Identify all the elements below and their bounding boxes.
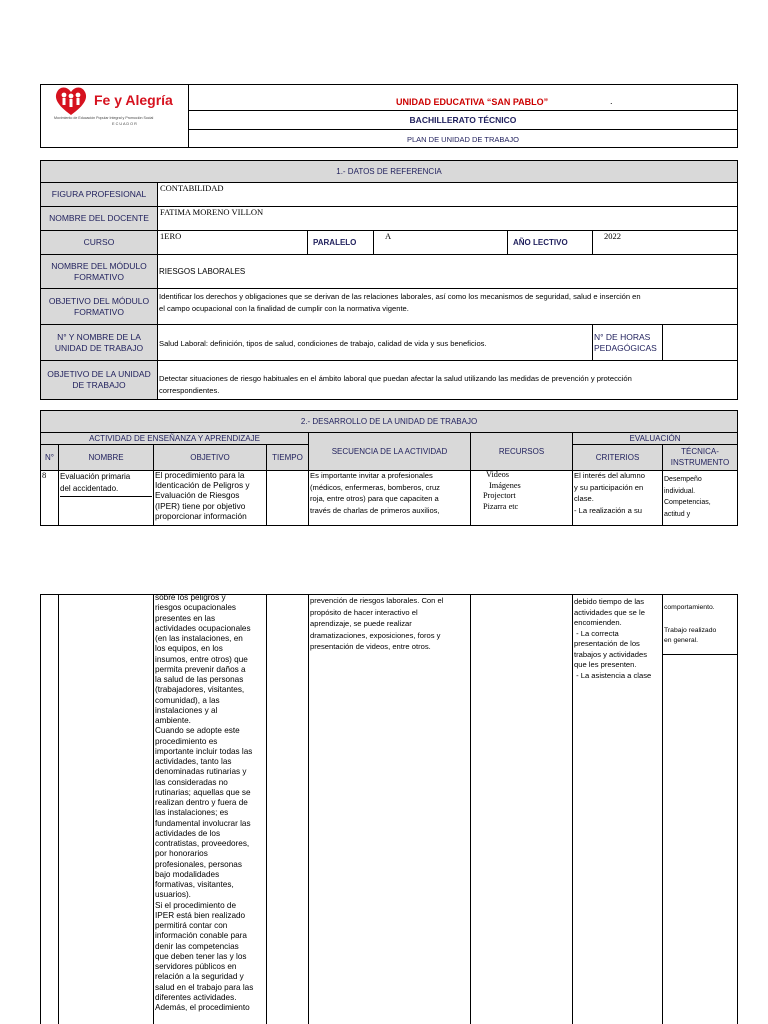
objetivo-line: procedimiento es: [155, 736, 218, 746]
row-tecnica-line: individual.: [664, 487, 696, 495]
figura-label: FIGURA PROFESIONAL: [51, 189, 147, 199]
objetivo-line: sobre los peligros y: [155, 593, 226, 602]
col-line: [153, 594, 154, 1024]
col-line: [572, 594, 573, 1024]
continuation-secuencia: [310, 595, 470, 653]
objetivo-line: Además, el procedimiento: [155, 1003, 250, 1012]
col-tecnica-line1: TÉCNICA-: [681, 447, 719, 456]
objetivo-line: las instalaciones; es: [155, 808, 229, 818]
paralelo-value: A: [385, 231, 392, 241]
col-line: [592, 230, 593, 254]
col-criterios-header: CRITERIOS: [595, 453, 640, 462]
col-line: [507, 230, 508, 254]
secuencia-line: prevención de riesgos laborales. Con el: [310, 596, 444, 605]
heart-people-icon: [54, 86, 88, 116]
objetivo-line: importante incluir todas las: [155, 746, 253, 756]
program-title: BACHILLERATO TÉCNICO: [409, 114, 517, 125]
objetivo-line: IPER está bien realizado: [155, 910, 246, 920]
objetivo-modulo-line1: Identificar los derechos y obligaciones que se derivan de las relaciones laborales, así como los mecanismos de seguridad, salud e inserción en: [159, 292, 641, 301]
objetivo-line: las consideradas no: [155, 777, 228, 787]
row-secuencia-line: través de charlas de primeros auxilios,: [310, 505, 440, 515]
row-tecnica-line: Desempeño: [664, 476, 702, 483]
continuation-objetivo: [155, 593, 265, 1013]
objetivo-line: ambiente.: [155, 716, 191, 725]
col-secuencia-header: SECUENCIA DE LA ACTIVIDAD: [331, 447, 448, 456]
col-tecnica-line2: INSTRUMENTO: [670, 458, 730, 467]
col-line: [592, 324, 593, 360]
unidad-label: N° Y NOMBRE DE LA UNIDAD DE TRABAJO: [54, 331, 144, 353]
row-criterios-line: - La realización a su: [574, 505, 642, 515]
criterios-line: encomienden.: [574, 618, 622, 627]
objetivo-line: Cuando se adopte este: [155, 726, 240, 736]
objetivo-line: permita prevenir daños a: [155, 664, 246, 674]
objetivo-line: (en las instalaciones, en: [155, 634, 243, 643]
objetivo-line: relación a la seguridad y: [155, 972, 244, 982]
objetivo-line: bajo modalidades: [155, 869, 220, 879]
objetivo-line: instalaciones y al: [155, 705, 218, 715]
anio-label: AÑO LECTIVO: [513, 238, 568, 247]
col-line: [307, 230, 308, 254]
objetivo-line: actividades, tanto las: [155, 757, 232, 766]
row-recursos: [483, 470, 571, 512]
objetivo-line: diferentes actividades.: [155, 992, 237, 1002]
row-objetivo-line: proporcionar información: [155, 510, 247, 521]
row-criterios-line: y su participación en: [574, 482, 644, 492]
col-line: [373, 230, 374, 254]
objetivo-modulo-line2: el campo ocupacional con la finalidad de cumplir con la normativa vigente.: [159, 304, 409, 313]
objetivo-line: los equipos, en los: [155, 644, 223, 654]
col-line: [40, 594, 41, 1024]
col-line: [157, 182, 158, 400]
row-objetivo-line: Identicación de Peligros y: [155, 480, 250, 491]
row-nombre-line: Evaluación primaria: [60, 472, 131, 481]
criterios-line: que les presenten.: [574, 660, 637, 669]
row-tecnica: [664, 474, 737, 520]
row-criterios-line: clase.: [574, 494, 594, 503]
objetivo-line: actividades ocupacionales: [155, 623, 251, 633]
col-line: [308, 594, 309, 1024]
curso-label: CURSO: [83, 237, 115, 247]
row-recursos-line: Videos: [486, 470, 510, 479]
criterios-line: debido tiempo de las: [574, 597, 645, 606]
objetivo-line: por honorarios: [155, 849, 208, 859]
anio-value: 2022: [604, 231, 621, 241]
objetivo-line: realizan dentro y fuera de: [155, 798, 248, 807]
objetivo-line: usuarios).: [155, 890, 191, 900]
section1-title: 1.- DATOS DE REFERENCIA: [336, 167, 442, 176]
objetivo-line: la salud de las personas: [155, 675, 244, 684]
criterios-line: trabajos y actividades: [574, 649, 648, 659]
row-objetivo: [155, 470, 265, 521]
modulo-label: NOMBRE DEL MÓDULO FORMATIVO: [51, 260, 147, 282]
row-criterios-line: El interés del alumno: [574, 471, 645, 480]
col-recursos-header: RECURSOS: [498, 447, 545, 456]
row-nombre: [60, 471, 152, 495]
objetivo-line: actividades de los: [155, 828, 221, 838]
row-objetivo-line: Evaluación de Riesgos: [155, 490, 240, 501]
horas-label: N° DE HORAS PEDAGÓGICAS: [594, 331, 657, 353]
objetivo-unidad-line1: Detectar situaciones de riesgo habituales en el ámbito laboral que puedan afectar la salud utilizando las medidas de prevención y protección: [159, 374, 632, 383]
secuencia-line: presentación de videos, entre otros.: [310, 642, 431, 651]
row-no: 8: [42, 470, 47, 480]
curso-value: 1ERO: [160, 231, 182, 241]
evaluacion-header: EVALUACIÓN: [629, 434, 681, 443]
figura-value: CONTABILIDAD: [160, 183, 224, 193]
criterios-line: actividades que se le: [574, 607, 645, 617]
tecnica-line: en general.: [664, 637, 699, 644]
plan-title: PLAN DE UNIDAD DE TRABAJO: [407, 134, 519, 144]
objetivo-line: comunidad), a las: [155, 695, 220, 705]
continuation-criterios: [574, 597, 662, 681]
objetivo-line: información conable para: [155, 931, 247, 941]
objetivo-line: rutinarias; aquellas que se: [155, 787, 251, 797]
objetivo-line: permitirá contar con: [155, 921, 228, 930]
continuation-tecnica-2: [664, 626, 737, 646]
objetivo-line: riesgos ocupacionales: [155, 603, 237, 613]
section2-title: 2.- DESARROLLO DE LA UNIDAD DE TRABAJO: [300, 417, 478, 426]
logo-name: Fe y Alegría: [94, 92, 173, 108]
row-criterios: [574, 470, 662, 516]
docente-label: NOMBRE DEL DOCENTE: [49, 213, 149, 223]
criterios-line: - La correcta: [574, 628, 619, 638]
paralelo-label: PARALELO: [313, 238, 357, 247]
school-name: UNIDAD EDUCATIVA “SAN PABLO”: [396, 97, 549, 107]
tecnica-line: Trabajo realizado: [664, 627, 717, 634]
objetivo-line: profesionales, personas: [155, 859, 242, 869]
secuencia-line: dramatizaciones, exposiciones, foros y: [310, 630, 441, 640]
school-dot: .: [610, 96, 613, 106]
col-line: [662, 324, 663, 360]
objetivo-line: denominadas rutinarias y: [155, 767, 247, 777]
criterios-line: presentación de los: [574, 639, 640, 648]
secuencia-line: propósito de hacer interactivo el: [310, 607, 418, 617]
objetivo-unidad-label: OBJETIVO DE LA UNIDAD DE TRABAJO: [47, 369, 151, 390]
objetivo-line: (trabajadores, visitantes,: [155, 685, 245, 695]
objetivo-line: contratistas, proveedores,: [155, 839, 250, 848]
col-line: [470, 594, 471, 1024]
fe-y-alegria-logo: [52, 86, 184, 130]
row-secuencia-line: (médicos, enfermeras, bomberos, cruz: [310, 482, 440, 492]
logo-subtitle: Movimiento de Educación Popular Integral y Promoción Social: [54, 116, 154, 120]
col-line: [737, 594, 738, 1024]
continuation-tecnica-1: comportamiento.: [664, 604, 715, 611]
row-objetivo-line: (IPER) tiene por objetivo: [155, 500, 246, 511]
objetivo-unidad-line2: correspondientes.: [159, 386, 220, 395]
nombre-underline: [60, 496, 152, 497]
row-objetivo-line: El procedimiento para la: [155, 470, 245, 480]
row-secuencia: [310, 470, 470, 516]
docente-value: FATIMA MORENO VILLON: [160, 207, 264, 217]
col-line: [662, 594, 663, 1024]
col-nombre-header: NOMBRE: [88, 453, 124, 462]
row-line: [662, 654, 738, 655]
objetivo-line: presentes en las: [155, 613, 216, 623]
col-no-header: N°: [45, 453, 54, 462]
objetivo-line: insumos, entre otros) que: [155, 654, 248, 664]
col-tecnica-header: [663, 446, 737, 468]
objetivo-line: salud en el trabajo para las: [155, 982, 254, 992]
objetivo-line: denir las competencias: [155, 941, 239, 951]
criterios-line: - La asistencia a clase: [574, 670, 652, 680]
row-recursos-line: Projectort: [483, 491, 516, 500]
logo-country: E C U A D O R: [112, 122, 137, 126]
col-tiempo-header: TIEMPO: [272, 453, 303, 462]
row-nombre-line: del accidentado.: [60, 484, 119, 493]
objetivo-line: fundamental involucrar las: [155, 818, 251, 828]
row-recursos-line: Pizarra etc: [483, 501, 519, 511]
col-line: [266, 594, 267, 1024]
row-tecnica-line: actitud y: [664, 510, 691, 518]
actividad-header: ACTIVIDAD DE ENSEÑANZA Y APRENDIZAJE: [89, 434, 260, 443]
objetivo-line: Si el procedimiento de: [155, 900, 237, 910]
row-secuencia-line: Es importante invitar a profesionales: [310, 471, 433, 480]
objetivo-line: servidores públicos en: [155, 962, 237, 971]
objetivo-line: formativas, visitantes,: [155, 880, 234, 889]
row-tecnica-line: Competencias,: [664, 499, 711, 506]
col-objetivo-header: OBJETIVO: [190, 453, 230, 462]
objetivo-line: que deben tener las y los: [155, 951, 247, 961]
unidad-value: Salud Laboral: definición, tipos de salud, condiciones de trabajo, calidad de vida y sus beneficios.: [159, 339, 487, 348]
col-line: [58, 594, 59, 1024]
objetivo-modulo-label: OBJETIVO DEL MÓDULO FORMATIVO: [48, 295, 150, 317]
modulo-value: RIESGOS LABORALES: [159, 267, 246, 276]
row-recursos-line: Imágenes: [489, 480, 521, 490]
secuencia-line: aprendizaje, se puede realizar: [310, 619, 412, 628]
row-secuencia-line: roja, entre otros) para que capaciten a: [310, 494, 439, 503]
